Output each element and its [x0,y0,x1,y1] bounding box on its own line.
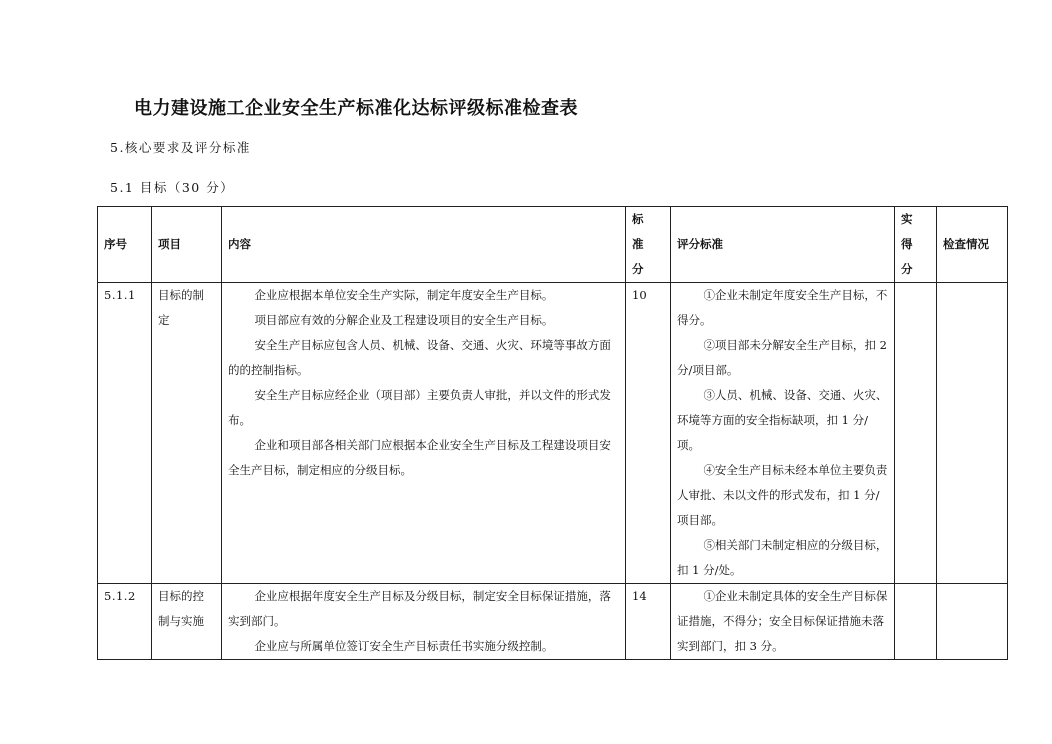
header-inspection: 检查情况 [937,207,1008,283]
content-paragraph: 企业应根据本单位安全生产实际，制定年度安全生产目标。 [254,288,554,302]
section-heading: 5.核心要求及评分标准 [110,140,251,155]
row-standard-score: 14 [626,584,671,660]
row-criteria [671,283,895,584]
header-actual-score: 实得分 [895,207,937,283]
row-inspection [937,283,1008,584]
document-title: 电力建设施工企业安全生产标准化达标评级标准检查表 [134,98,578,119]
table-row [98,584,1008,660]
subsection-heading: 5.1 目标（30 分） [110,180,235,195]
content-paragraph: 企业应根据年度安全生产目标及分级目标，制定安全目标保证措施，落实到部门。 [228,589,611,628]
inspection-checklist-table [97,206,1008,660]
criteria-item: ③人员、机械、设备、交通、火灾、环境等方面的安全指标缺项，扣 1 分/项。 [677,388,888,452]
header-standard-score: 标准分 [626,207,671,283]
table-header-row [98,207,1008,283]
header-item: 项目 [152,207,222,283]
row-seq: 5.1.1 [98,283,152,584]
row-standard-score: 10 [626,283,671,584]
content-paragraph: 安全生产目标应经企业（项目部）主要负责人审批，并以文件的形式发布。 [228,388,611,427]
header-content: 内容 [222,207,626,283]
content-paragraph: 企业和项目部各相关部门应根据本企业安全生产目标及工程建设项目安全生产目标，制定相应的分级目标。 [228,438,611,477]
row-actual-score [895,283,937,584]
row-actual-score [895,584,937,660]
row-content [222,283,626,584]
content-paragraph: 企业应与所属单位签订安全生产目标责任书实施分级控制。 [254,639,554,653]
row-item: 目标的制定 [152,283,222,584]
row-item: 目标的控制与实施 [152,584,222,660]
criteria-item: ①企业未制定年度安全生产目标，不得分。 [677,288,888,327]
content-paragraph: 安全生产目标应包含人员、机械、设备、交通、火灾、环境等事故方面的的控制指标。 [228,338,611,377]
header-criteria: 评分标准 [671,207,895,283]
criteria-item: ⑤相关部门未制定相应的分级目标，扣 1 分/处。 [677,538,888,577]
row-seq: 5.1.2 [98,584,152,660]
criteria-item: ①企业未制定具体的安全生产目标保证措施，不得分；安全目标保证措施未落实到部门，扣 3 分。 [677,589,888,653]
table-row [98,283,1008,584]
header-seq: 序号 [98,207,152,283]
criteria-item: ②项目部未分解安全生产目标，扣 2 分/项目部。 [677,338,887,377]
content-paragraph: 项目部应有效的分解企业及工程建设项目的安全生产目标。 [254,313,554,327]
row-content [222,584,626,660]
row-criteria [671,584,895,660]
row-inspection [937,584,1008,660]
criteria-item: ④安全生产目标未经本单位主要负责人审批、未以文件的形式发布，扣 1 分/项目部。 [677,463,888,527]
